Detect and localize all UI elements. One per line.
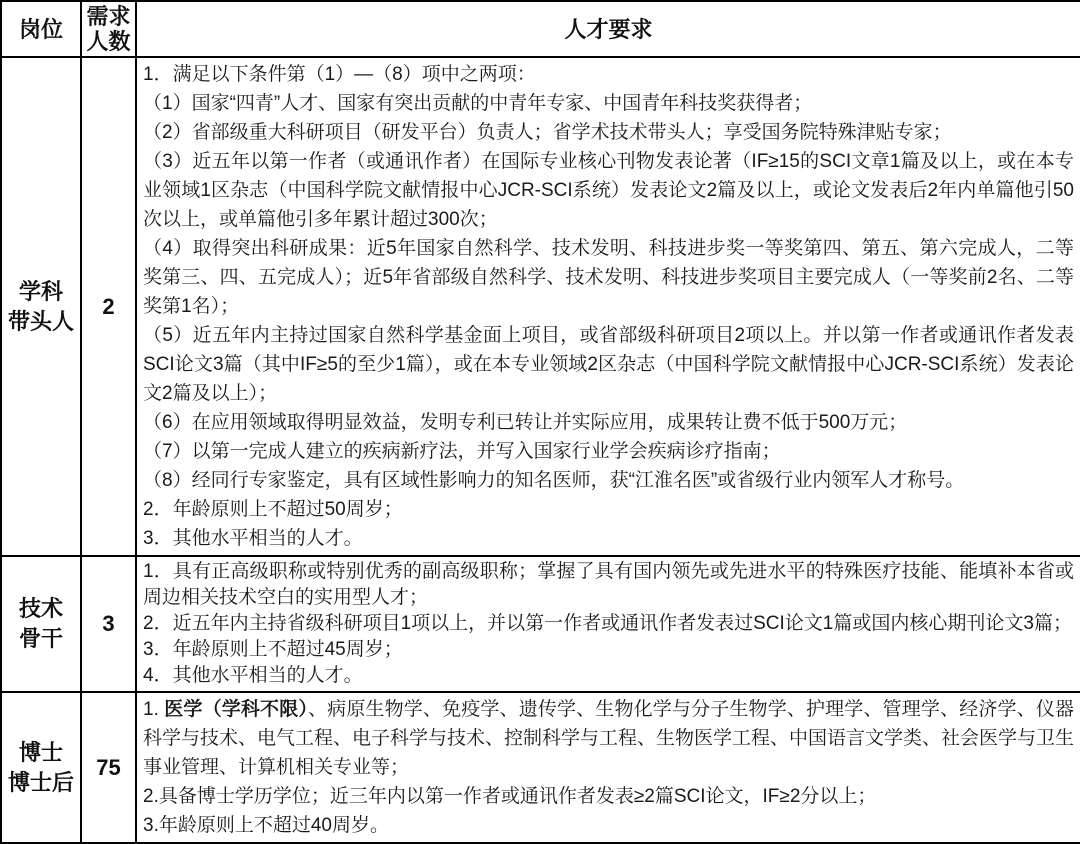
requirement-line: 1．满足以下条件第（1）—（8）项中之两项： <box>143 64 536 85</box>
requirement-line: （1）国家“四青”人才、国家有突出贡献的中青年专家、中国青年科技奖获得者； <box>143 93 813 114</box>
requirements-cell <box>136 57 1080 556</box>
table-row-discipline-leader <box>1 57 1080 556</box>
header-requirements: 人才要求 <box>136 1 1080 57</box>
requirement-line <box>143 695 1074 782</box>
requirement-line: （7）以第一完成人建立的疾病新疗法，并写入国家行业学会疾病诊疗指南； <box>143 441 781 462</box>
requirement-line: （4）取得突出科研成果：近5年国家自然科学、技术发明、科技进步奖一等奖第四、第五、第六完成人，二等奖第三、四、五完成人）；近5年省部级自然科学、技术发明、科技进步奖项目主要完成人（一等奖前2名、二等奖第1名）； <box>143 238 1074 317</box>
position-label-line2: 博士后 <box>7 769 74 795</box>
requirement-line: 2．年龄原则上不超过50周岁； <box>143 499 403 520</box>
requirement-prefix: 1. <box>143 699 165 720</box>
requirement-line: 3．其他水平相当的人才。 <box>143 528 363 549</box>
requirement-rest: 、病原生物学、免疫学、遗传学、生物化学与分子生物学、护理学、管理学、经济学、仪器科学与技术、电气工程、电子科学与技术、控制科学与工程、生物医学工程、中国语言文学类、社会医学与卫生事业管理、计算机相关专业等； <box>143 699 1075 778</box>
requirement-line: （2）省部级重大科研项目（研发平台）负责人；省学术技术带头人；享受国务院特殊津贴专家； <box>143 122 952 143</box>
count-cell: 75 <box>81 692 136 843</box>
requirements-cell <box>136 692 1080 843</box>
position-cell <box>1 556 81 692</box>
requirement-line: 2．近五年内主持省级科研项目1项以上，并以第一作者或通讯作者发表过SCI论文1篇或国内核心期刊论文3篇； <box>143 613 1072 634</box>
position-label-line2: 骨干 <box>18 626 63 651</box>
count-cell: 2 <box>81 57 136 556</box>
requirement-line: 3．年龄原则上不超过45周岁； <box>143 639 403 660</box>
requirement-line: 2.具备博士学历学位；近三年内以第一作者或通讯作者发表≥2篇SCI论文，IF≥2分以上； <box>143 786 877 807</box>
position-label-line1: 博士 <box>18 739 63 765</box>
position-label-line1: 技术 <box>18 596 63 621</box>
position-label-line2: 带头人 <box>7 308 74 334</box>
header-count: 需求人数 <box>81 1 136 57</box>
requirement-line: 1．具有正高级职称或特别优秀的副高级职称；掌握了具有国内领先或先进水平的特殊医疗技能、能填补本省或周边相关技术空白的实用型人才； <box>143 561 1074 608</box>
requirements-cell <box>136 556 1080 692</box>
count-cell: 3 <box>81 556 136 692</box>
requirement-line: （8）经同行专家鉴定，具有区域性影响力的知名医师，获“江淮名医”或省级行业内领军人才称号。 <box>143 470 965 491</box>
requirement-bold-segment: 医学（学科不限） <box>164 699 309 720</box>
requirement-line: 4．其他水平相当的人才。 <box>143 665 363 686</box>
position-cell <box>1 692 81 843</box>
table-row-phd-postdoc <box>1 692 1080 843</box>
table-row-technical-backbone <box>1 556 1080 692</box>
requirement-line: 3.年龄原则上不超过40周岁。 <box>143 815 389 836</box>
requirement-line: （3）近五年以第一作者（或通讯作者）在国际专业核心刊物发表论著（IF≥15的SCI文章1篇及以上，或在本专业领域1区杂志（中国科学院文献情报中心JCR-SCI系统）发表论文2篇及以上，或论文发表后2年内单篇他引50次以上，或单篇他引多年累计超过300次； <box>143 151 1074 230</box>
requirement-line: （5）近五年内主持过国家自然科学基金面上项目，或省部级科研项目2项以上。并以第一作者或通讯作者发表SCI论文3篇（其中IF≥5的至少1篇），或在本专业领域2区杂志（中国科学院文献情报中心JCR-SCI系统）发表论文2篇及以上）； <box>143 325 1074 404</box>
position-label-line1: 学科 <box>18 278 63 304</box>
table-header-row <box>1 1 1080 57</box>
header-position: 岗位 <box>1 1 81 57</box>
requirement-line: （6）在应用领域取得明显效益，发明专利已转让并实际应用，成果转让费不低于500万元； <box>143 412 908 433</box>
position-cell <box>1 57 81 556</box>
